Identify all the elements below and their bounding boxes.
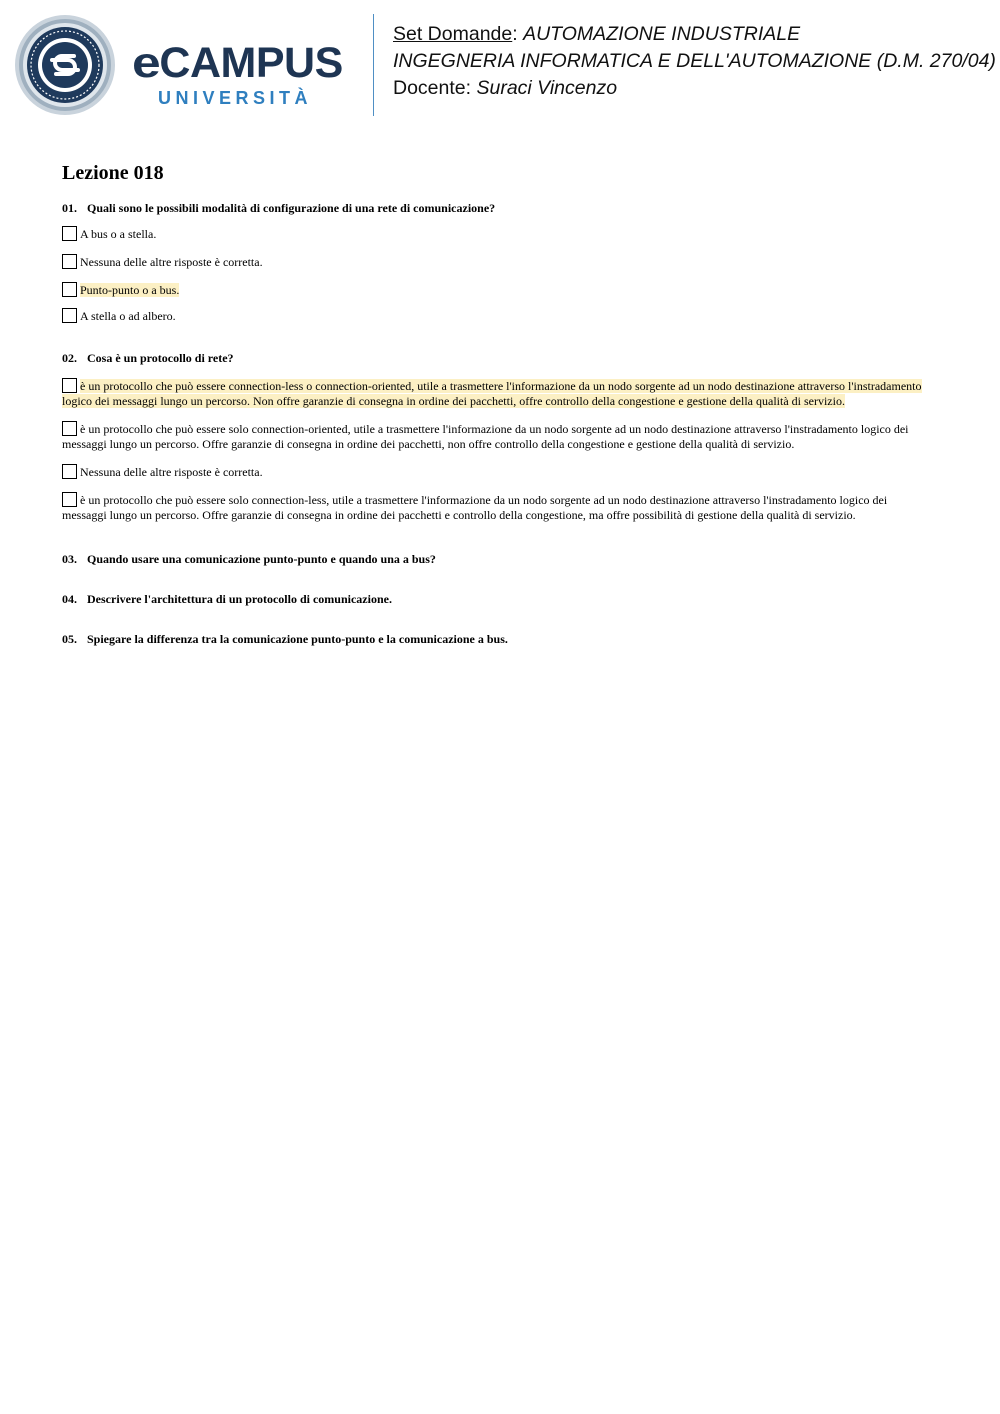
answer-option[interactable] bbox=[62, 464, 934, 480]
question-01 bbox=[62, 200, 934, 324]
course-name: AUTOMAZIONE INDUSTRIALE bbox=[523, 23, 801, 45]
answer-text: è un protocollo che può essere solo connection-oriented, utile a trasmettere l'informazione da un nodo sorgente ad un nodo destinazione attraverso l'instradamento logico dei messaggi lungo un percorso. Offre garanzie di consegna in ordine dei pacchetti, non offre controllo della congestione e gestione della qualità di servizio. bbox=[62, 422, 909, 451]
answer-text-highlighted: Punto-punto o a bus. bbox=[80, 283, 180, 297]
lesson-title: Lezione 018 bbox=[62, 162, 164, 184]
answer-option[interactable] bbox=[62, 492, 934, 523]
question-label: Quali sono le possibili modalità di configurazione di una rete di comunicazione? bbox=[87, 201, 496, 215]
answer-checkbox[interactable] bbox=[62, 464, 77, 479]
answer-text: A bus o a stella. bbox=[80, 227, 157, 241]
answer-checkbox[interactable] bbox=[62, 421, 77, 436]
question-label: Quando usare una comunicazione punto-punto e quando una a bus? bbox=[87, 552, 436, 566]
brand-subtitle: UNIVERSITÀ bbox=[158, 88, 313, 108]
answer-text: Nessuna delle altre risposte è corretta. bbox=[80, 465, 263, 479]
answer-checkbox[interactable] bbox=[62, 492, 77, 507]
question-04 bbox=[62, 591, 934, 607]
answer-option[interactable] bbox=[62, 421, 934, 452]
teacher-line bbox=[393, 75, 996, 102]
answer-checkbox[interactable] bbox=[62, 282, 77, 297]
answer-option[interactable] bbox=[62, 254, 934, 270]
answer-checkbox[interactable] bbox=[62, 308, 77, 323]
answer-text-highlighted: è un protocollo che può essere connection-less o connection-oriented, utile a trasmettere l'informazione da un nodo sorgente ad un nodo destinazione attraverso l'instradamento logico dei messaggi lungo un percorso. Non offre garanzie di consegna in ordine dei pacchetti, offre controllo della congestione e gestione della qualità di servizio. bbox=[62, 379, 922, 408]
course-info bbox=[393, 21, 996, 102]
page-header bbox=[0, 0, 1000, 130]
question-number: 03. bbox=[62, 552, 77, 566]
answer-text: A stella o ad albero. bbox=[80, 309, 176, 323]
brand-prefix: e bbox=[132, 39, 161, 87]
answer-checkbox[interactable] bbox=[62, 254, 77, 269]
question-02 bbox=[62, 350, 934, 523]
ecampus-wordmark bbox=[132, 40, 360, 112]
teacher-name: Suraci Vincenzo bbox=[476, 77, 618, 99]
question-label: Cosa è un protocollo di rete? bbox=[87, 351, 234, 365]
answer-option[interactable] bbox=[62, 308, 934, 324]
answer-checkbox[interactable] bbox=[62, 226, 77, 241]
answer-checkbox[interactable] bbox=[62, 378, 77, 393]
question-number: 04. bbox=[62, 592, 77, 606]
set-line: Set Domande: AUTOMAZIONE INDUSTRIALE bbox=[393, 23, 801, 45]
header-divider bbox=[373, 14, 374, 116]
degree-name: INGEGNERIA INFORMATICA E DELL'AUTOMAZIONE (D.M. 270/04) bbox=[393, 50, 996, 72]
answer-option[interactable] bbox=[62, 378, 934, 409]
teacher-label: Docente: bbox=[393, 77, 472, 99]
question-label: Spiegare la differenza tra la comunicazione punto-punto e la comunicazione a bus. bbox=[87, 632, 508, 646]
brand-name-text: CAMPUS bbox=[159, 39, 343, 87]
answer-option[interactable] bbox=[62, 226, 934, 242]
question-number: 01. bbox=[62, 201, 77, 215]
question-text bbox=[62, 200, 934, 216]
question-text bbox=[62, 350, 934, 366]
answer-option[interactable] bbox=[62, 282, 934, 298]
question-05 bbox=[62, 631, 934, 647]
question-03 bbox=[62, 551, 934, 567]
question-label: Descrivere l'architettura di un protocollo di comunicazione. bbox=[87, 592, 392, 606]
set-label: Set Domande bbox=[393, 23, 513, 45]
ecampus-seal-logo bbox=[14, 14, 116, 116]
question-number: 02. bbox=[62, 351, 77, 365]
answer-text: è un protocollo che può essere solo connection-less, utile a trasmettere l'informazione da un nodo sorgente ad un nodo destinazione attraverso l'instradamento logico dei messaggi lungo un percorso. Offre garanzie di consegna in ordine dei pacchetti e controllo della congestione, ma offre possibilità di gestione della qualità di servizio. bbox=[62, 493, 888, 522]
brand-name bbox=[132, 40, 343, 86]
question-number: 05. bbox=[62, 632, 77, 646]
question-set bbox=[62, 160, 934, 671]
answer-text: Nessuna delle altre risposte è corretta. bbox=[80, 255, 263, 269]
